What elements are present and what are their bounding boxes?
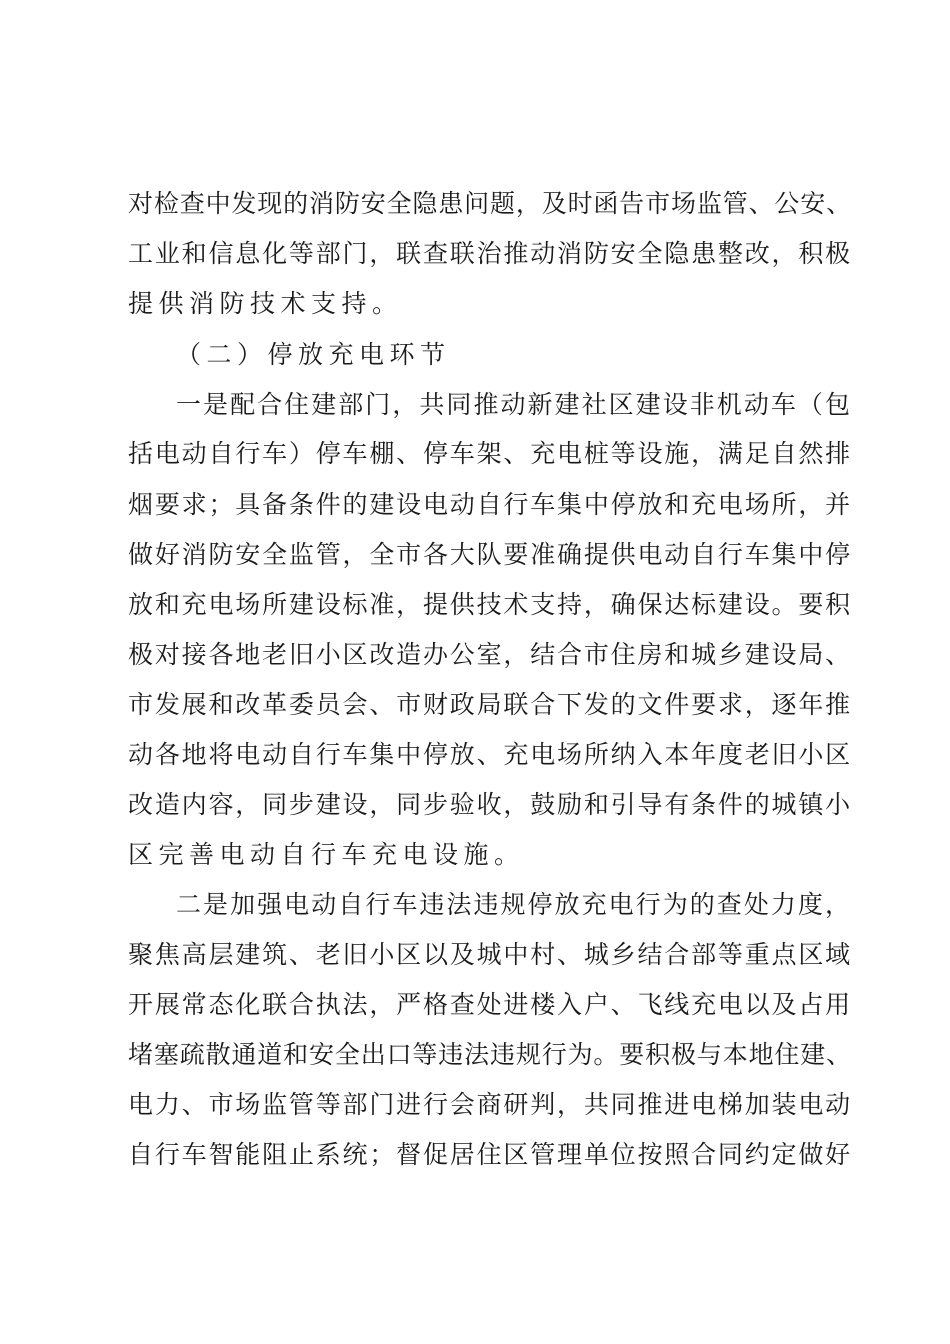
body-line-15: 二是加强电动自行车违法违规停放充电行为的查处力度，: [176, 890, 853, 919]
body-line-6: 括电动自行车）停车棚、停车架、充电桩等设施，满足自然排: [128, 439, 853, 468]
body-line-1: 对检查中发现的消防安全隐患问题，及时函告市场监管、公安、: [128, 189, 853, 218]
body-line-13: 改造内容，同步建设，同步验收，鼓励和引导有条件的城镇小: [128, 790, 853, 819]
body-line-8: 做好消防安全监管，全市各大队要准确提供电动自行车集中停: [128, 540, 853, 569]
body-line-2: 工业和信息化等部门，联查联治推动消防安全隐患整改，积极: [128, 239, 853, 268]
body-line-17: 开展常态化联合执法，严格查处进楼入户、飞线充电以及占用: [128, 990, 853, 1019]
body-line-9: 放和充电场所建设标准，提供技术支持，确保达标建设。要积: [128, 590, 853, 619]
section-heading: （二）停放充电环节: [176, 340, 451, 369]
body-line-3: 提供消防技术支持。: [128, 289, 403, 318]
body-line-5: 一是配合住建部门，共同推动新建社区建设非机动车（包: [176, 390, 853, 419]
body-line-12: 动各地将电动自行车集中停放、充电场所纳入本年度老旧小区: [128, 740, 853, 769]
body-line-10: 极对接各地老旧小区改造办公室，结合市住房和城乡建设局、: [128, 640, 853, 669]
body-line-16: 聚焦高层建筑、老旧小区以及城中村、城乡结合部等重点区域: [128, 940, 853, 969]
body-line-14: 区完善电动自行车充电设施。: [128, 840, 525, 869]
body-line-7: 烟要求；具备条件的建设电动自行车集中停放和充电场所，并: [128, 490, 853, 519]
body-line-18: 堵塞疏散通道和安全出口等违法违规行为。要积极与本地住建、: [128, 1040, 853, 1069]
body-line-20: 自行车智能阻止系统；督促居住区管理单位按照合同约定做好: [128, 1140, 853, 1169]
body-line-11: 市发展和改革委员会、市财政局联合下发的文件要求，逐年推: [128, 690, 853, 719]
body-line-19: 电力、市场监管等部门进行会商研判，共同推进电梯加装电动: [128, 1090, 853, 1119]
